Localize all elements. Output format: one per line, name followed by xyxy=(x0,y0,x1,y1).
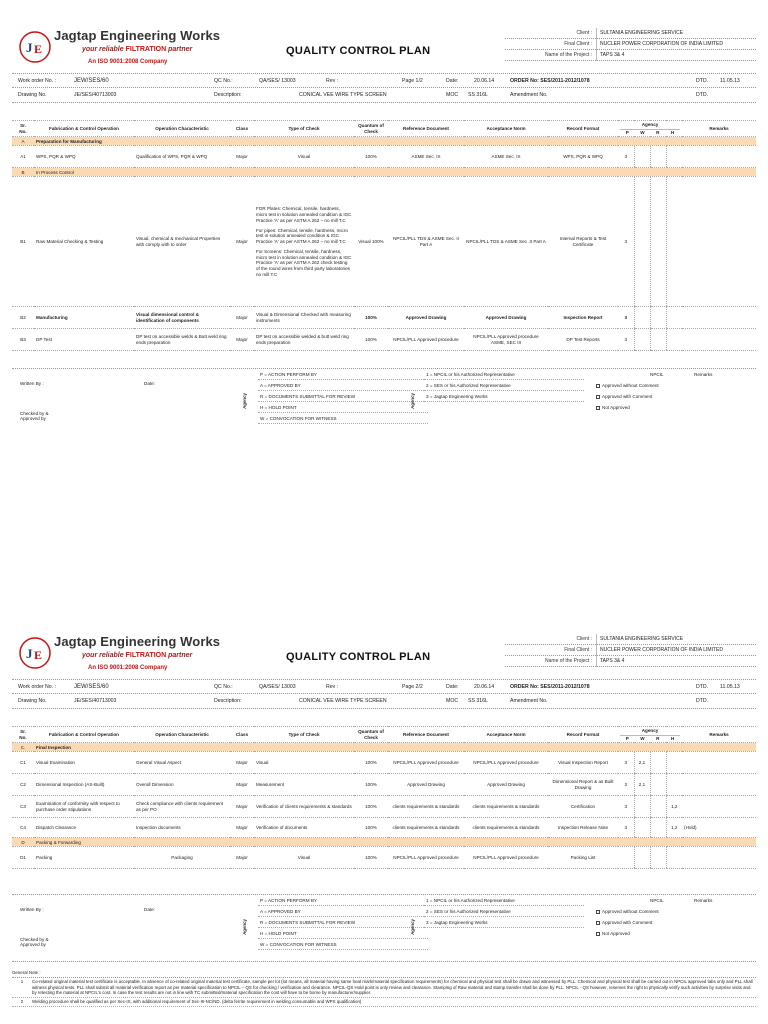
company-logo-icon xyxy=(18,30,52,64)
svg-text:E: E xyxy=(34,42,43,56)
signoff-block: Written By : Date: Checked by & Approved by Agency P = ACTION PERFORM BY A = APPROVED BY R = DOCUMENTS SUBMITTAL FOR REVIEW H = HOLD POINT W = CONVOCATION FOR WITNESS Agency 1 = NPCIL or his Authorized Representative 2 = SES or his Authorized Representative 3 = Jagtap Engineering Works NPCIL Remarks Approved without Comment Approved with Comment Not Approved xyxy=(12,894,756,962)
section-row: B In Process Control xyxy=(12,168,756,177)
table-row: C4 Dispatch Clearance Inspection documents Major Verification of documents 100% clients requirements & standards clients requirements & standards Inspection Release Note 3 1,2 (Hold) xyxy=(12,818,756,838)
checkbox-icon xyxy=(596,395,600,399)
client-box: Client : SULTANIA ENGINEERING SERVICE Final Client : NUCLER POWER CORPORATION OF INDIA LIMITED Name of the Project : TAPS 3& 4 xyxy=(505,28,756,61)
notes-title: General Note : xyxy=(12,970,756,978)
info-block: Work order No. : JEW/SES/60 QC No.: QA/SES/ 13003 Rev : Page 1/2 Date: 20.06.14 ORDER No: SES/2011-2012/1078 DTD. 11.05.13 Drawing No. JE/SES/40713003 Description: CONICAL VEE WIRE TYPE SCREEN MOC SS 316L Amendment No. DTD. xyxy=(12,73,756,103)
checkbox-icon xyxy=(596,932,600,936)
checkbox-icon xyxy=(596,921,600,925)
approval-option[interactable]: Not Approved xyxy=(596,405,630,410)
qcp-page-1 xyxy=(12,28,756,432)
page-number: Page 1/2 xyxy=(402,78,423,84)
approval-option[interactable]: Approved without Comment xyxy=(596,909,659,914)
page-title: QUALITY CONTROL PLAN xyxy=(286,45,431,57)
svg-text:J: J xyxy=(26,646,33,661)
note-item: 1 Co-related original material test certificate is acceptable. In absence of co-related original material test certificate, sample per lot (lot means, all material having same heat mark/material specification requirements) for chemical and physical test shall be drawn and witnessed by PLL. Chemical and physical test shall be carried out in NPCIL approved labs only and PLL shall witness physical tests. PLL shall submit all material verification report as per material specification to NPCIL – QS for checking / verification and clearance. NPCIL-QS Hold point is only review and clearance. Stamping of Raw material and stamp transfer shall be done by PLL. NPCIL - QS however, reserves the right to physically verify such activities by surprise visits and by retesting the material at NPCIL's cost. In case the test results are not in line with TC submitted/material specification the cost will have to be borne by manufacturer/supplier. xyxy=(12,978,756,998)
approval-option[interactable]: Approved with Comment xyxy=(596,920,652,925)
qcp-table-page-1 xyxy=(12,120,756,351)
company-tagline: your reliable FILTRATION partner xyxy=(82,46,193,53)
section-row: A Preparation for Manufacturing xyxy=(12,137,756,146)
svg-text:J: J xyxy=(26,40,33,55)
table-row: A1 WPS, PQR & WPQ Qualification of WPS, PQR & WPQ Major Visual 100% ASME Sec. IX ASME Sec. IX WPS, PQR & WPQ 3 xyxy=(12,146,756,168)
approval-option[interactable]: Approved with Comment xyxy=(596,394,652,399)
company-name: Jagtap Engineering Works xyxy=(54,28,221,43)
checkbox-icon xyxy=(596,406,600,410)
signoff-block: Written By : Date: Checked by & Approved by Agency P = ACTION PERFORM BY A = APPROVED BY R = DOCUMENTS SUBMITTAL FOR REVIEW H = HOLD POINT W = CONVOCATION FOR WITNESS Agency 1 = NPCIL or his Authorized Representative 2 = SES or his Authorized Representative 3 = Jagtap Engineering Works NPCIL Remarks Approved without Comment Approved with Comment Not Approved xyxy=(12,368,756,434)
approval-option[interactable]: Approved without Comment xyxy=(596,383,659,388)
table-header-row: Sr. No. Fabrication & Control Operation Operation Characteristic Class Type of Check Quantum of Check Reference Document Acceptance Norm Record Format Agency P W R H Remarks xyxy=(12,121,756,137)
page-title: QUALITY CONTROL PLAN xyxy=(286,651,431,663)
info-block: Work order No. : JEW/SES/60 QC No.: QA/SES/ 13003 Rev : Page 2/2 Date: 20.06.14 ORDER No: SES/2011-2012/1078 DTD. 11.05.13 Drawing No. JE/SES/40713003 Description: CONICAL VEE WIRE TYPE SCREEN MOC SS 316L Amendment No. DTD. xyxy=(12,679,756,709)
page-number: Page 2/2 xyxy=(402,684,423,690)
table-row: C2 Dimensional Inspection (AS-Built) Overall Dimension Major Measurement 100% Approved Drawing Approved Drawing Dimensional Report & as Built Drawing 3 2,1 xyxy=(12,774,756,796)
legend-list: P = ACTION PERFORM BY A = APPROVED BY R = DOCUMENTS SUBMITTAL FOR REVIEW H = HOLD POINT W = CONVOCATION FOR WITNESS xyxy=(258,895,428,950)
client-box: Client : SULTANIA ENGINEERING SERVICE Final Client : NUCLER POWER CORPORATION OF INDIA LIMITED Name of the Project : TAPS 3& 4 xyxy=(505,634,756,667)
approval-option[interactable]: Not Approved xyxy=(596,931,630,936)
qcp-table-page-2 xyxy=(12,726,756,869)
checkbox-icon xyxy=(596,910,600,914)
note-item: 2 Welding procedure shall be qualified as per Sec-IX, with additional requirement of Sec-III-NC/ND. (delta ferrite requirement in welding consumable and WPS qualification) xyxy=(12,998,756,1007)
section-row: C. Final Inspection xyxy=(12,743,756,752)
section-row: D Packing & Forwarding xyxy=(12,838,756,847)
table-row: B1 Raw Material Checking & Testing Visual, chemical & mechanical Properties with comply with to order Major FOR Plates: Chemical, tensile, hardness, micro test in solution annealed condition & IGC Practice 'A' as per ASTM A 262 – no mill T.C For pipes: Chemical, tensile, hardness, micro test in solution annealed condition & IGC Practice 'A' as per ASTM A 262 – no mill T.C For Screens: Chemical, tensile, hardness, micro test in solution annealed condition & IGC Practice 'A' as per ASTM A 262 check testing of the round wires from third party laboratories no mill T.C Visual 100% NPCIL/PLL TDS & ASME Sec. II Part A NPCIL/PLL TDS & ASME Sec .II Part A Internal Reports & Test Certificate 3 xyxy=(12,177,756,307)
company-name: Jagtap Engineering Works xyxy=(54,634,221,649)
table-row: C3 Examination of conformity with respect to purchase order stipulations Check compliance with clients requirement as per PO Major Verification of clients requirements & standards 100% clients requirements & standards clients requirements & standards Certification 3 1,2 xyxy=(12,796,756,818)
table-row: D1 Packing Packaging Major Visual 100% NPCIL/PLL Approved procedure NPCIL/PLL Approved procedure Packing List xyxy=(12,847,756,869)
iso-label: An ISO 9001:2008 Company xyxy=(88,665,168,671)
table-row: B2 Manufacturing Visual dimensional control & identification of components Major Visual & Dimensional Checked with measuring instruments 100% Approved Drawing Approved Drawing Inspection Report 3 xyxy=(12,307,756,329)
general-notes xyxy=(12,970,756,1007)
agency-legend: 1 = NPCIL or his Authorized Representative 2 = SES or his Authorized Representative 3 = Jagtap Engineering Works xyxy=(424,369,584,402)
company-tagline: your reliable FILTRATION partner xyxy=(82,652,193,659)
table-row: B3 DP Test DP test on accessible welds & Butt weld ring ends preparation Major DP test on accessible welded & butt weld ring ends preparation 100% NPCIL/PLL Approved procedure NPCIL/PLL Approved procedure ASME, SEC III DP Test Reports 3 xyxy=(12,329,756,351)
table-header-row: Sr. No. Fabrication & Control Operation Operation Characteristic Class Type of Check Quantum of Check Reference Document Acceptance Norm Record Format Agency P W R H Remarks xyxy=(12,727,756,743)
table-row: C1 Visual Examination General Visual Aspect Major Visual 100% NPCIL/PLL Approved procedure NPCIL/PLL Approved procedure Visual Inspection Report 3 2,1 xyxy=(12,752,756,774)
svg-text:E: E xyxy=(34,648,43,662)
page-gap xyxy=(0,432,768,634)
company-logo-icon xyxy=(18,636,52,670)
legend-list: P = ACTION PERFORM BY A = APPROVED BY R = DOCUMENTS SUBMITTAL FOR REVIEW H = HOLD POINT W = CONVOCATION FOR WITNESS xyxy=(258,369,428,424)
iso-label: An ISO 9001:2008 Company xyxy=(88,59,168,65)
qcp-page-2 xyxy=(12,634,756,1024)
checkbox-icon xyxy=(596,384,600,388)
agency-legend: 1 = NPCIL or his Authorized Representative 2 = SES or his Authorized Representative 3 = Jagtap Engineering Works xyxy=(424,895,584,928)
